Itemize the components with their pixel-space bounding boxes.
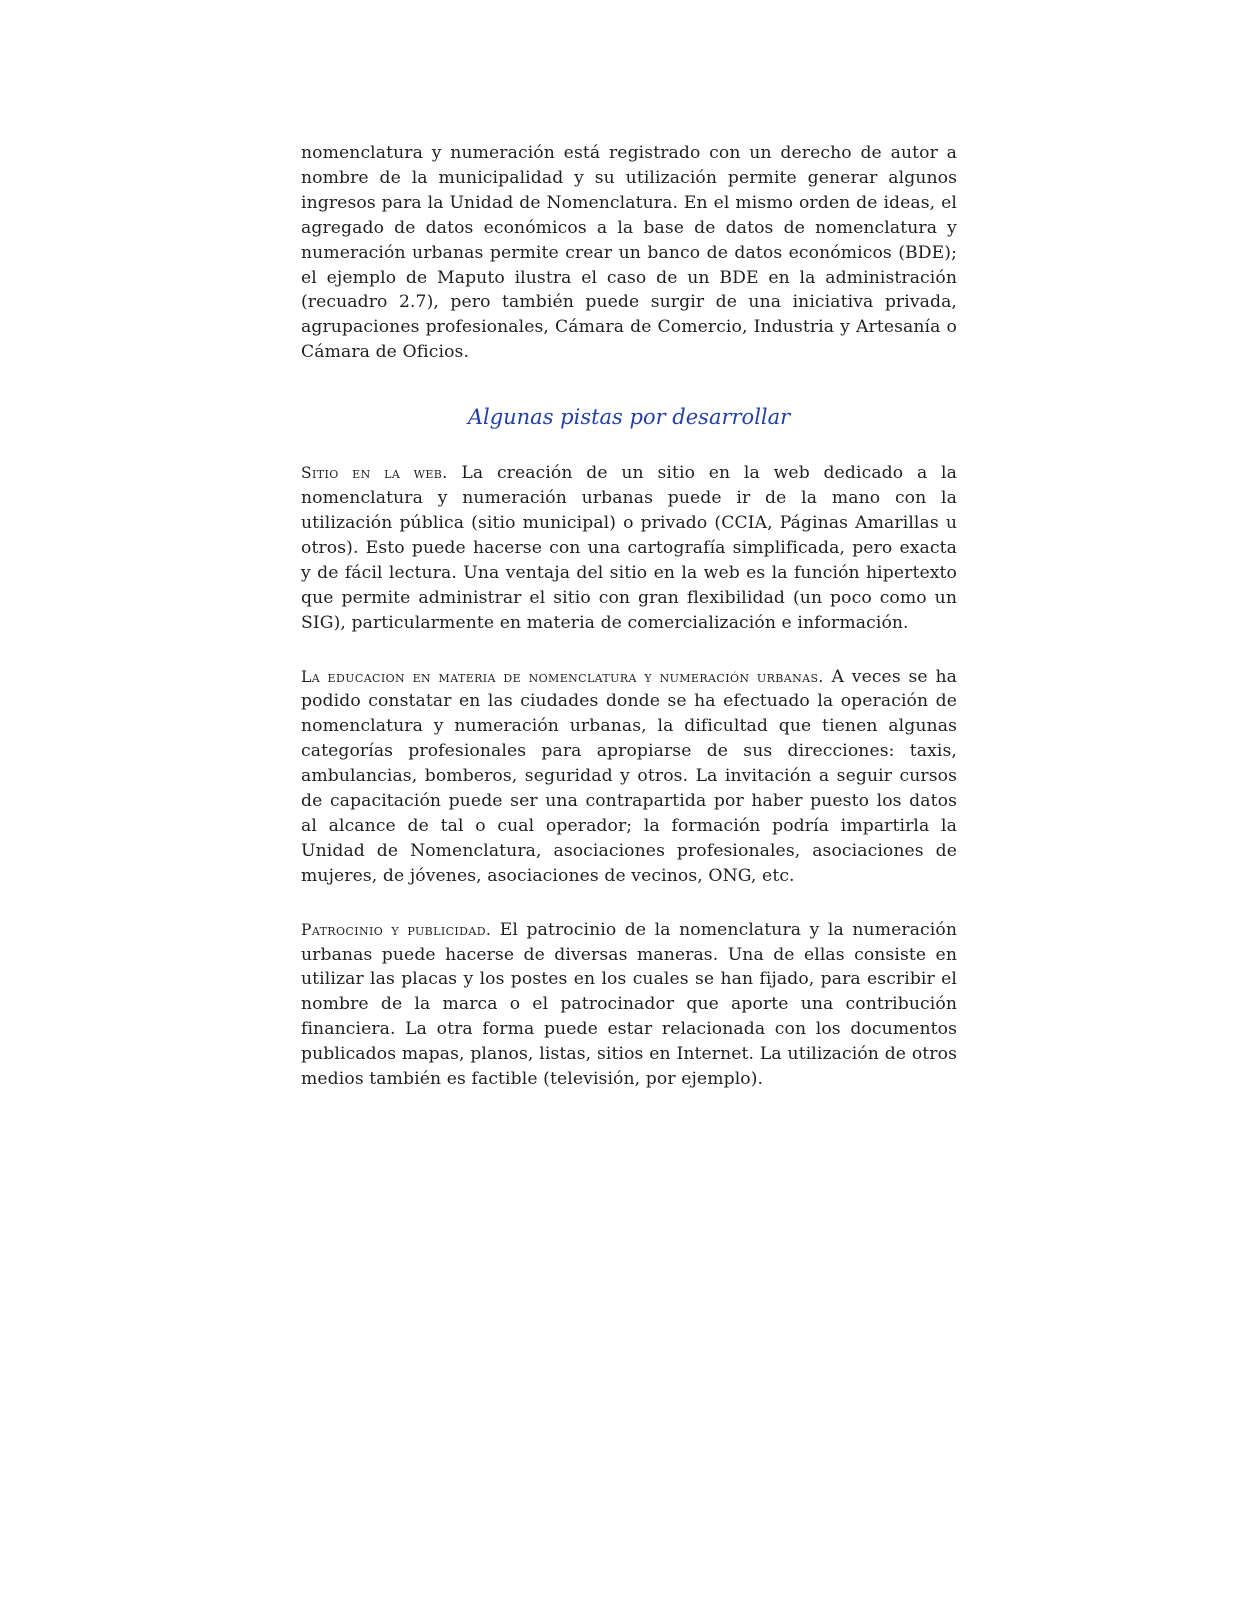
web-site-paragraph <box>301 461 957 635</box>
sponsorship-title: Patrocinio y publicidad. <box>301 920 492 939</box>
sponsorship-body: El patrocinio de la nomenclatura y la numeración urbanas puede hacerse de diversas maneras. Una de ellas consiste en utilizar las placas y los postes en los cuales se han fijado, para escribir el nombre de la marca o el patrocinador que aporte una contribución financiera. La otra forma puede estar relacionada con los documentos publicados mapas, planos, listas, sitios en Internet. La utilización de otros medios también es factible (televisión, por ejemplo). <box>301 919 957 1090</box>
web-site-title: Sitio en la web. <box>301 464 448 483</box>
education-paragraph <box>301 665 957 889</box>
education-body: A veces se ha podido constatar en las ciudades donde se ha efectuado la operación de nomenclatura y numeración urbanas, la dificultad que tienen algunas categorías profesionales para apropiarse de sus direcciones: taxis, ambulancias, bomberos, seguridad y otros. La invitación a seguir cursos de capacitación puede ser una contrapartida por haber puesto los datos al alcance de tal o cual operador; la formación podría impartirla la Unidad de Nomenclatura, asociaciones profesionales, asociaciones de mujeres, de jóvenes, asociaciones de vecinos, ONG, etc. <box>301 666 957 886</box>
section-heading: Algunas pistas por desarrollar <box>467 405 791 430</box>
intro-paragraph: nomenclatura y numeración está registrado con un derecho de autor a nombre de la municipalidad y su utilización permite generar algunos ingresos para la Unidad de Nomenclatura. En el mismo orden de ideas, el agregado de datos económicos a la base de datos de nomenclatura y numeración urbanas permite crear un banco de datos económicos (BDE); el ejemplo de Maputo ilustra el caso de un BDE en la administración (recuadro 2.7), pero también puede surgir de una iniciativa privada, agrupaciones profesionales, Cámara de Comercio, Industria y Artesanía o Cámara de Oficios. <box>301 143 957 363</box>
web-site-body: La creación de un sitio en la web dedicado a la nomenclatura y numeración urbanas puede ir de la mano con la utilización pública (sitio municipal) o privado (CCIA, Páginas Amarillas u otros). Esto puede hacerse con una cartografía simplificada, pero exacta y de fácil lectura. Una ventaja del sitio en la web es la función hipertexto que permite administrar el sitio con gran flexibilidad (un poco como un SIG), particularmente en materia de comercialización e información. <box>301 463 957 633</box>
document-page <box>301 141 957 1092</box>
education-title: La educacion en materia de nomenclatura y numeración urbanas. <box>301 667 824 686</box>
sponsorship-paragraph <box>301 918 957 1092</box>
